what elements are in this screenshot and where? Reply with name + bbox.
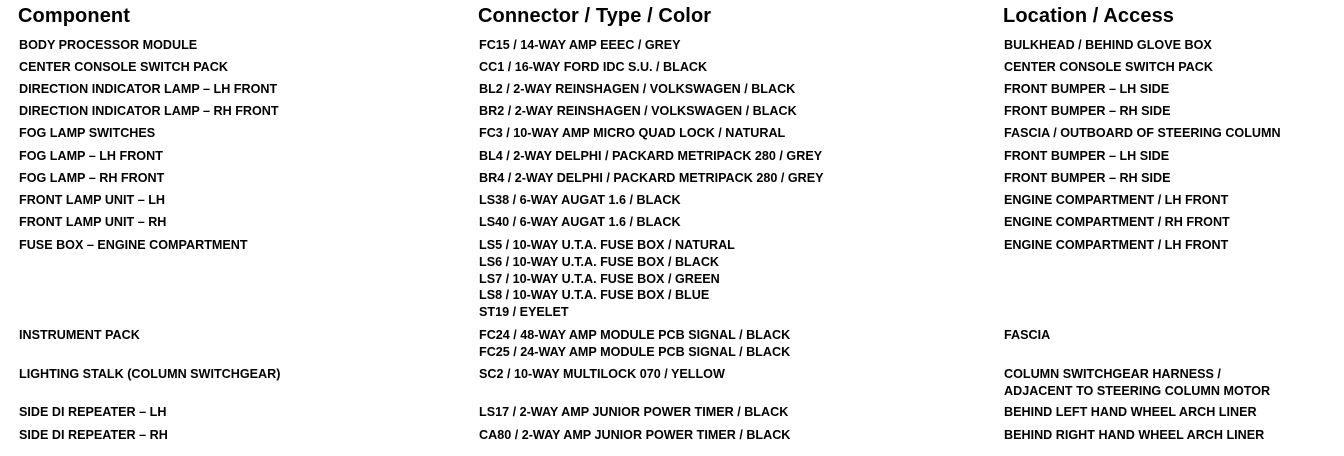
connector-line: LS6 / 10-WAY U.T.A. FUSE BOX / BLACK <box>479 254 720 269</box>
connector-line: BL2 / 2-WAY REINSHAGEN / VOLKSWAGEN / BLACK <box>479 82 796 96</box>
connector-line: FC24 / 48-WAY AMP MODULE PCB SIGNAL / BLACK <box>479 328 791 342</box>
component-cell: DIRECTION INDICATOR LAMP – RH FRONT <box>19 104 279 118</box>
location-line: BEHIND RIGHT HAND WHEEL ARCH LINER <box>1004 428 1265 442</box>
location-line: COLUMN SWITCHGEAR HARNESS / <box>1004 367 1221 381</box>
component-cell: LIGHTING STALK (COLUMN SWITCHGEAR) <box>19 367 281 381</box>
header-component: Component <box>18 5 130 27</box>
component-cell: CENTER CONSOLE SWITCH PACK <box>19 60 228 74</box>
connector-cell <box>479 81 795 98</box>
connector-line: LS38 / 6-WAY AUGAT 1.6 / BLACK <box>479 193 681 207</box>
component-cell: FUSE BOX – ENGINE COMPARTMENT <box>19 238 248 252</box>
connector-cell <box>479 214 681 231</box>
location-cell <box>1004 103 1171 120</box>
connector-cell <box>479 148 822 165</box>
connector-cell <box>479 366 725 383</box>
connector-line: SC2 / 10-WAY MULTILOCK 070 / YELLOW <box>479 367 725 381</box>
location-cell <box>1004 427 1264 444</box>
location-cell <box>1004 404 1257 421</box>
location-line: ENGINE COMPARTMENT / LH FRONT <box>1004 193 1229 207</box>
connector-line: LS40 / 6-WAY AUGAT 1.6 / BLACK <box>479 215 681 229</box>
location-cell <box>1004 214 1230 231</box>
connector-line: CC1 / 16-WAY FORD IDC S.U. / BLACK <box>479 60 708 74</box>
connector-cell <box>479 59 707 76</box>
location-line: ENGINE COMPARTMENT / LH FRONT <box>1004 238 1229 252</box>
connector-cell <box>479 125 785 142</box>
location-cell <box>1004 170 1171 187</box>
connector-cell <box>479 170 824 187</box>
connector-line: CA80 / 2-WAY AMP JUNIOR POWER TIMER / BLACK <box>479 428 791 442</box>
location-cell <box>1004 81 1169 98</box>
component-cell: DIRECTION INDICATOR LAMP – LH FRONT <box>19 82 278 96</box>
component-cell: FRONT LAMP UNIT – LH <box>19 193 165 207</box>
location-line: FRONT BUMPER – RH SIDE <box>1004 104 1171 118</box>
location-cell <box>1004 148 1169 165</box>
component-cell: INSTRUMENT PACK <box>19 328 140 342</box>
header-location: Location / Access <box>1003 5 1175 27</box>
connector-cell <box>479 427 790 444</box>
connector-line: FC3 / 10-WAY AMP MICRO QUAD LOCK / NATURAL <box>479 126 786 140</box>
location-line: FRONT BUMPER – LH SIDE <box>1004 82 1170 96</box>
component-cell: FOG LAMP – LH FRONT <box>19 149 163 163</box>
component-cell: SIDE DI REPEATER – RH <box>19 428 168 442</box>
component-cell: SIDE DI REPEATER – LH <box>19 405 167 419</box>
location-cell <box>1004 59 1213 76</box>
connector-line: BR2 / 2-WAY REINSHAGEN / VOLKSWAGEN / BLACK <box>479 104 797 118</box>
location-line: FRONT BUMPER – RH SIDE <box>1004 171 1171 185</box>
location-line: ADJACENT TO STEERING COLUMN MOTOR <box>1004 383 1271 398</box>
location-line: CENTER CONSOLE SWITCH PACK <box>1004 60 1213 74</box>
location-cell <box>1004 237 1228 254</box>
location-line: BULKHEAD / BEHIND GLOVE BOX <box>1004 38 1212 52</box>
connector-cell <box>479 237 735 321</box>
location-line: ENGINE COMPARTMENT / RH FRONT <box>1004 215 1230 229</box>
location-line: FASCIA / OUTBOARD OF STEERING COLUMN <box>1004 126 1281 140</box>
connector-line: FC15 / 14-WAY AMP EEEC / GREY <box>479 38 681 52</box>
location-line: FASCIA <box>1004 328 1051 342</box>
location-cell <box>1004 125 1281 142</box>
location-cell <box>1004 327 1050 344</box>
connector-line: LS17 / 2-WAY AMP JUNIOR POWER TIMER / BLACK <box>479 405 789 419</box>
connector-line: ST19 / EYELET <box>479 305 569 320</box>
header-connector: Connector / Type / Color <box>478 5 712 27</box>
connector-line: LS8 / 10-WAY U.T.A. FUSE BOX / BLUE <box>479 288 710 303</box>
connector-line: LS7 / 10-WAY U.T.A. FUSE BOX / GREEN <box>479 271 720 286</box>
connector-cell <box>479 327 790 361</box>
location-cell <box>1004 192 1228 209</box>
location-line: FRONT BUMPER – LH SIDE <box>1004 149 1170 163</box>
connector-cell <box>479 192 681 209</box>
location-cell <box>1004 37 1212 54</box>
connector-line: BL4 / 2-WAY DELPHI / PACKARD METRIPACK 280 / GREY <box>479 149 823 163</box>
component-cell: FOG LAMP SWITCHES <box>19 126 156 140</box>
component-cell: FOG LAMP – RH FRONT <box>19 171 165 185</box>
location-line: BEHIND LEFT HAND WHEEL ARCH LINER <box>1004 405 1257 419</box>
connector-line: LS5 / 10-WAY U.T.A. FUSE BOX / NATURAL <box>479 238 735 252</box>
location-cell <box>1004 366 1270 400</box>
connector-cell <box>479 37 681 54</box>
connector-line: BR4 / 2-WAY DELPHI / PACKARD METRIPACK 280 / GREY <box>479 171 824 185</box>
component-cell: FRONT LAMP UNIT – RH <box>19 215 167 229</box>
connector-cell <box>479 404 788 421</box>
component-cell: BODY PROCESSOR MODULE <box>19 38 198 52</box>
connector-cell <box>479 103 797 120</box>
connector-line: FC25 / 24-WAY AMP MODULE PCB SIGNAL / BLACK <box>479 344 791 359</box>
